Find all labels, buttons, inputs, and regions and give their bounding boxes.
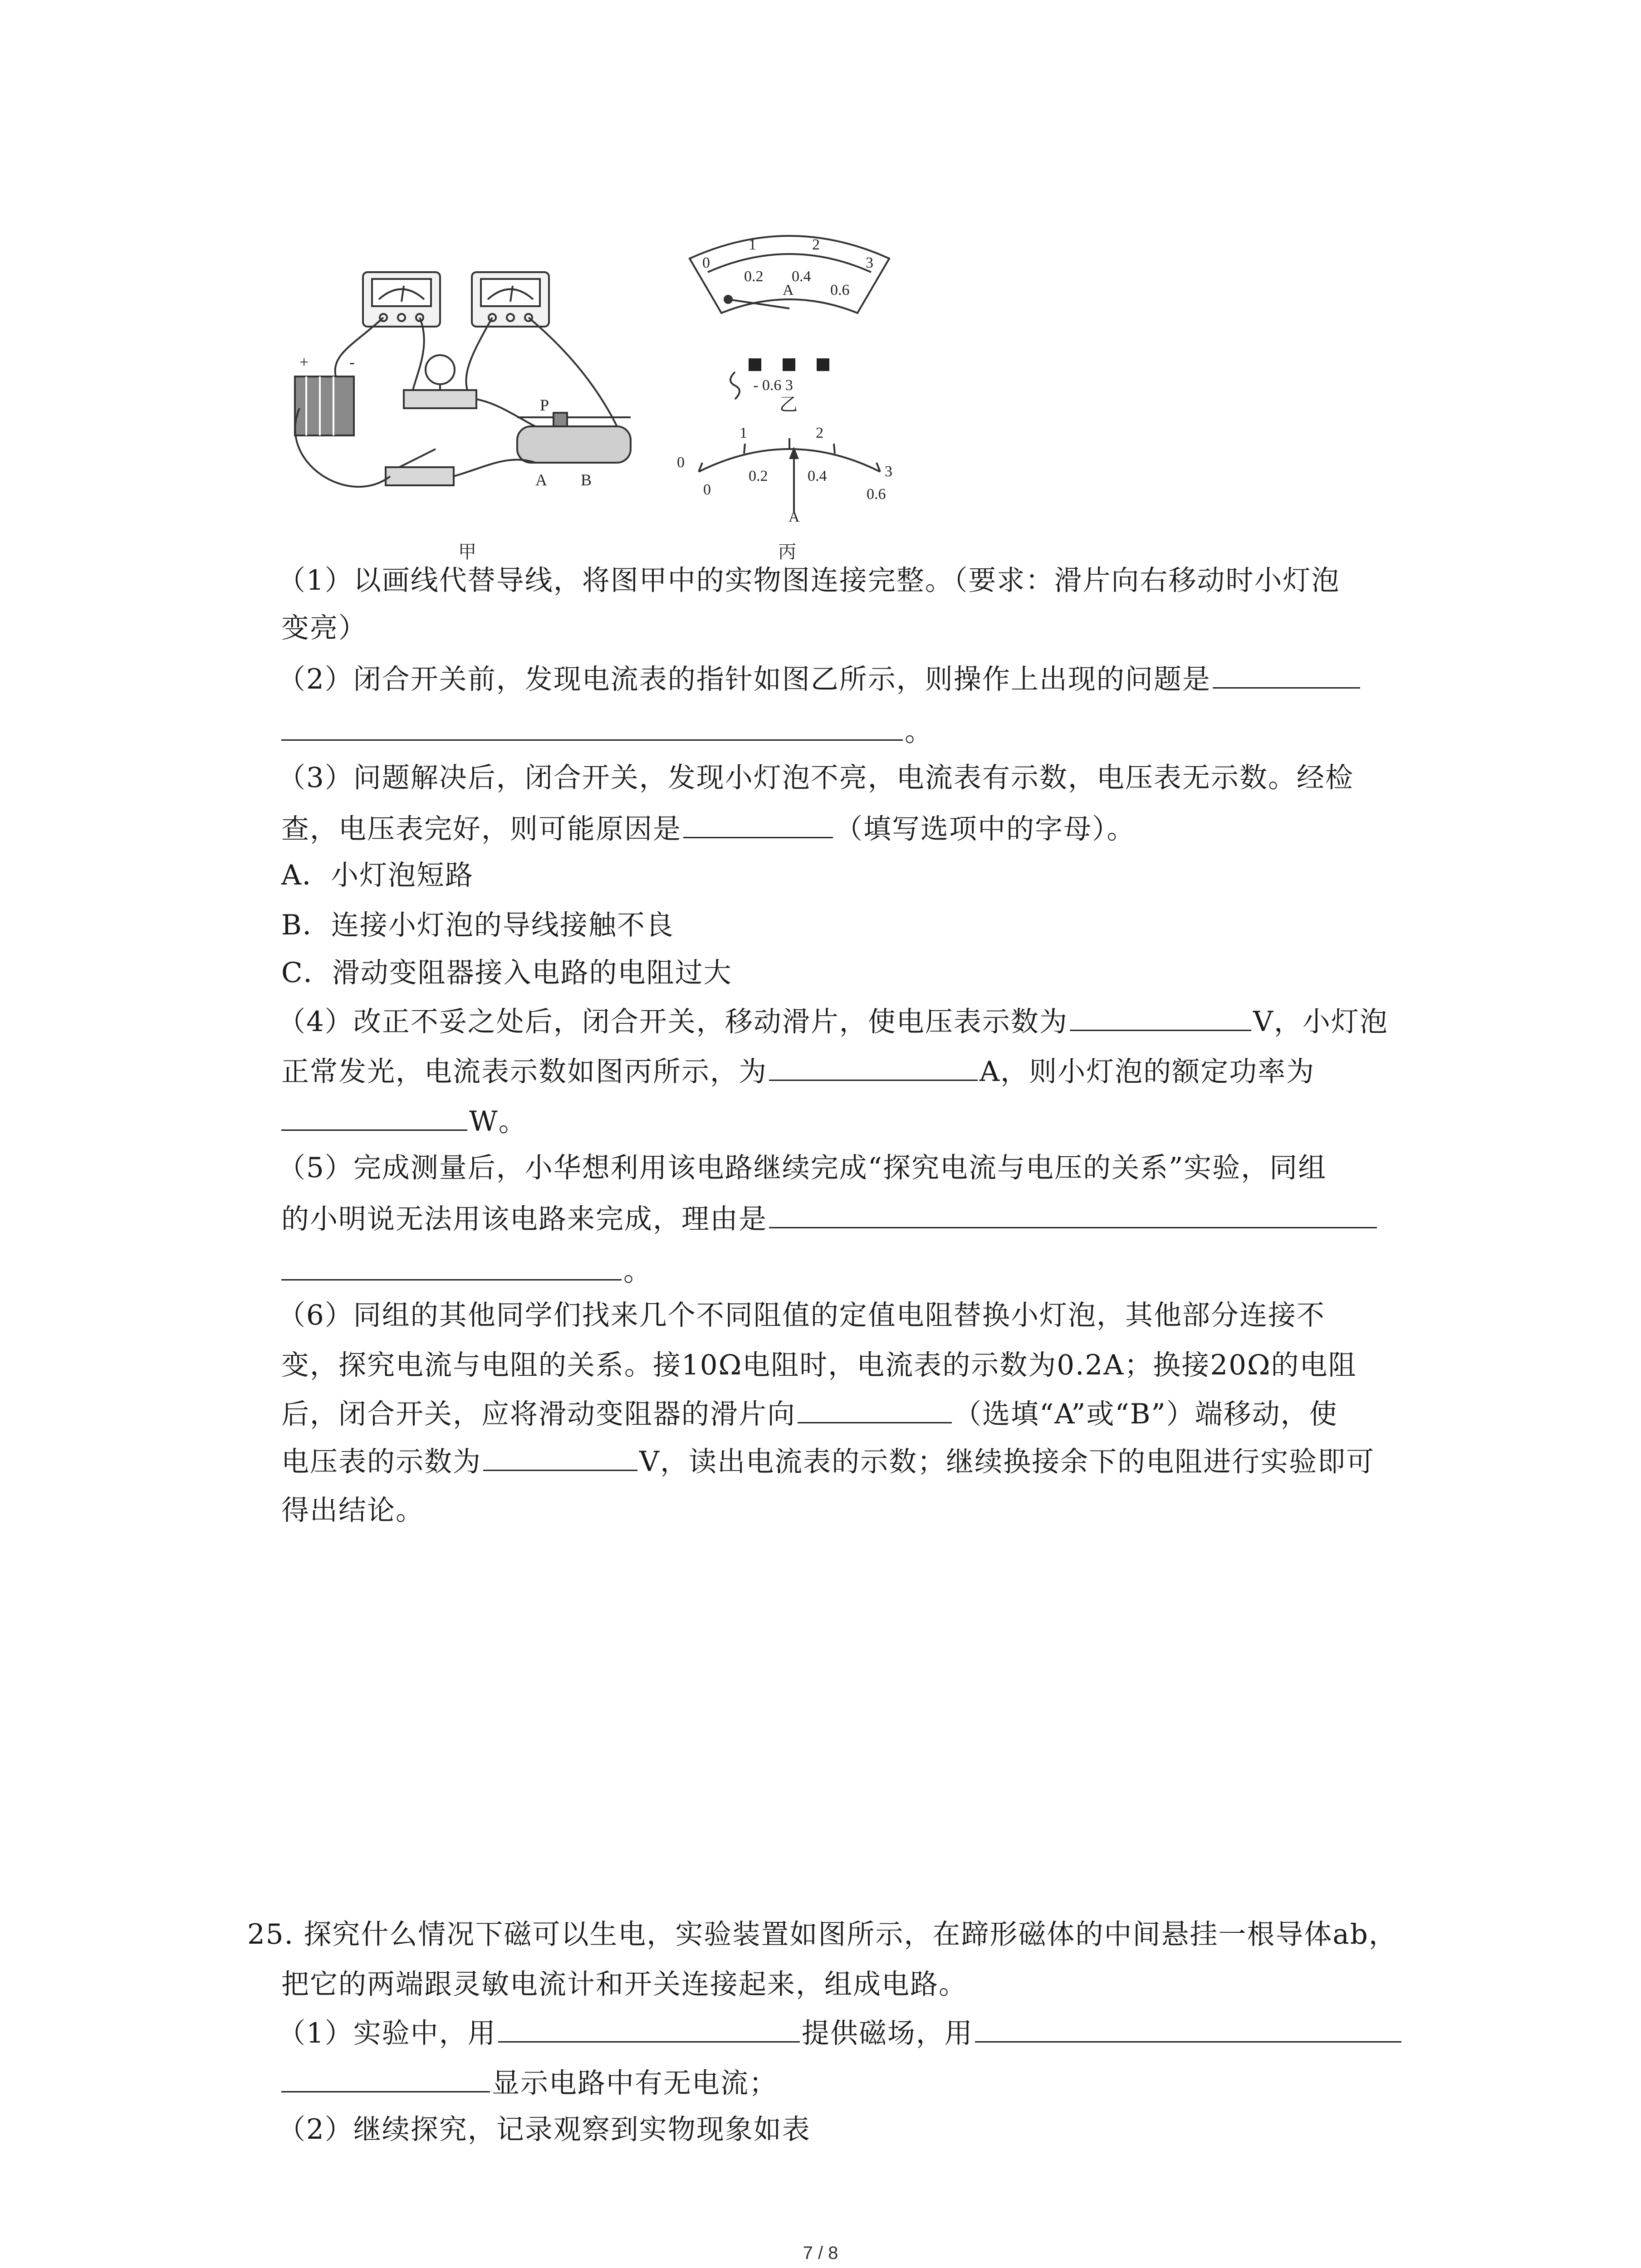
bing-unit-label: A [789, 508, 800, 525]
q24-option-a: A．小灯泡短路 [281, 859, 474, 891]
battery-plus-label: + [299, 353, 309, 371]
q24-part2-blank-a[interactable] [1213, 660, 1360, 689]
q24-part6-line4 [281, 1442, 1375, 1480]
q24-part2-period: 。 [905, 715, 934, 748]
figure-label-bing: 丙 [778, 542, 796, 562]
yi-terminal-labels: - 0.6 3 [753, 377, 793, 394]
q24-part5-line2 [281, 1200, 1379, 1237]
q24-part6-text-d: V，读出电流表的示数；继续换接余下的电阻进行实验即可 [639, 1446, 1375, 1478]
q24-part6-line2: 变，探究电流与电阻的关系。接10Ω电阻时，电流表的示数为0.2A；换接20Ω的电阻 [281, 1349, 1357, 1381]
ammeter-dial-bing [671, 408, 907, 526]
q24-part4-blank-power[interactable] [281, 1102, 467, 1131]
q24-part1-line2: 变亮） [281, 612, 367, 644]
q24-part6-line1: （6）同组的其他同学们找来几个不同阻值的定值电阻替换小灯泡，其他部分连接不 [278, 1299, 1325, 1331]
bing-top-tick-2: 2 [816, 425, 823, 441]
yi-bottom-tick-04: 0.4 [792, 268, 811, 285]
q24-option-c: C．滑动变阻器接入电路的电阻过大 [281, 957, 732, 989]
q24-option-b: B．连接小灯泡的导线接触不良 [281, 909, 674, 941]
rheostat-b-label: B [581, 471, 592, 489]
yi-bottom-tick-02: 0.2 [744, 268, 764, 285]
q24-part5-line1: （5）完成测量后，小华想利用该电路继续完成“探究电流与电压的关系”实验，同组 [278, 1152, 1327, 1184]
q25-part1-text-a: （1）实验中，用 [278, 2017, 496, 2049]
q24-part3-text: 查，电压表完好，则可能原因是 [281, 813, 682, 845]
q24-part2-text: （2）闭合开关前，发现电流表的指针如图乙所示，则操作上出现的问题是 [278, 663, 1211, 695]
q24-part4-blank-current[interactable] [769, 1052, 978, 1081]
q25-part1-blank-meter-a[interactable] [975, 2014, 1401, 2043]
bing-top-tick-0: 0 [677, 454, 685, 471]
q24-part5-text: 的小明说无法用该电路来完成，理由是 [281, 1203, 768, 1235]
bing-top-tick-1: 1 [740, 425, 747, 441]
q25-part1-text-b: 提供磁场，用 [801, 2017, 973, 2049]
q24-part2-line2 [281, 712, 933, 750]
ammeter-dial-yi [681, 222, 898, 354]
bing-bottom-tick-0: 0 [703, 481, 711, 498]
bing-bottom-tick-06: 0.6 [867, 486, 886, 503]
bing-bottom-tick-02: 0.2 [749, 468, 768, 484]
figure-label-yi: 乙 [779, 394, 798, 415]
figure-label-jia: 甲 [458, 542, 476, 562]
q24-part2-blank-b[interactable] [281, 712, 903, 741]
q24-part4-line3 [281, 1102, 527, 1140]
circuit-drawing [281, 254, 658, 526]
q24-part2-line1 [278, 660, 1362, 698]
q25-part1-blank-magnet[interactable] [498, 2014, 800, 2043]
q24-part5-period: 。 [623, 1255, 652, 1287]
q24-part4-text-d: A，则小灯泡的额定功率为 [980, 1056, 1315, 1088]
q24-part6-blank-direction[interactable] [798, 1395, 952, 1423]
yi-top-tick-0: 0 [702, 254, 710, 271]
q24-part5-blank-b[interactable] [281, 1252, 622, 1281]
q24-part6-line3 [281, 1395, 1338, 1432]
circuit-figure-jia [281, 254, 658, 526]
rheostat-p-label: P [540, 396, 549, 414]
q25-part1-line1 [278, 2014, 1403, 2052]
q24-part3-hint: （填写选项中的字母）。 [835, 813, 1136, 845]
q24-part4-text-c: 正常发光，电流表示数如图丙所示，为 [281, 1056, 768, 1088]
q24-part6-text-a: 后，闭合开关，应将滑动变阻器的滑片向 [281, 1398, 796, 1430]
q24-part4-text-b: V，小灯泡 [1253, 1006, 1388, 1038]
q24-part4-text-a: （4）改正不妥之处后，闭合开关，移动滑片，使电压表示数为 [278, 1006, 1068, 1038]
q24-part3-blank[interactable] [683, 810, 833, 838]
q24-part5-line3 [281, 1252, 652, 1290]
bing-bottom-tick-04: 0.4 [808, 468, 827, 484]
yi-bottom-tick-06: 0.6 [830, 282, 850, 298]
q24-part3-line2 [281, 810, 1136, 847]
q25-part1-text-c: 显示电路中有无电流； [492, 2067, 778, 2099]
q24-part6-text-c: 电压表的示数为 [281, 1446, 482, 1478]
q24-part4-line2 [281, 1052, 1315, 1090]
battery-minus-label: - [349, 353, 355, 371]
q25-part2-line1: （2）继续探究，记录观察到实物现象如表 [278, 2113, 811, 2146]
q24-part4-line1 [278, 1002, 1388, 1040]
q24-part5-blank-a[interactable] [769, 1200, 1377, 1228]
q24-part1-line1: （1）以画线代替导线，将图甲中的实物图连接完整。（要求：滑片向右移动时小灯泡 [278, 564, 1340, 596]
q24-part6-blank-voltage[interactable] [483, 1442, 637, 1471]
q25-part1-line2 [281, 2064, 778, 2102]
page-number: 7 / 8 [803, 2243, 838, 2263]
q25-line2: 把它的两端跟灵敏电流计和开关连接起来，组成电路。 [281, 1968, 968, 2000]
q24-part4-blank-voltage[interactable] [1070, 1002, 1251, 1031]
yi-top-tick-2: 2 [812, 236, 820, 253]
q25-part1-blank-meter-b[interactable] [281, 2064, 490, 2092]
yi-unit-label: A [783, 282, 794, 298]
bing-top-tick-3: 3 [885, 463, 892, 480]
ammeter-figure-bing [671, 408, 907, 526]
q25-line1: 25. 探究什么情况下磁可以生电，实验装置如图所示，在蹄形磁体的中间悬挂一根导体ab， [247, 1918, 1397, 1950]
ammeter-figure-yi [681, 222, 898, 404]
yi-top-tick-3: 3 [866, 254, 873, 271]
q24-part6-text-b: （选填“A”或“B”）端移动，使 [954, 1398, 1338, 1430]
q24-part3-line1: （3）问题解决后，闭合开关，发现小灯泡不亮，电流表有示数，电压表无示数。经检 [278, 762, 1354, 794]
q24-part6-line5: 得出结论。 [281, 1494, 425, 1526]
yi-top-tick-1: 1 [749, 236, 756, 253]
q24-part4-unit: W。 [469, 1105, 527, 1138]
rheostat-a-label: A [535, 471, 547, 489]
